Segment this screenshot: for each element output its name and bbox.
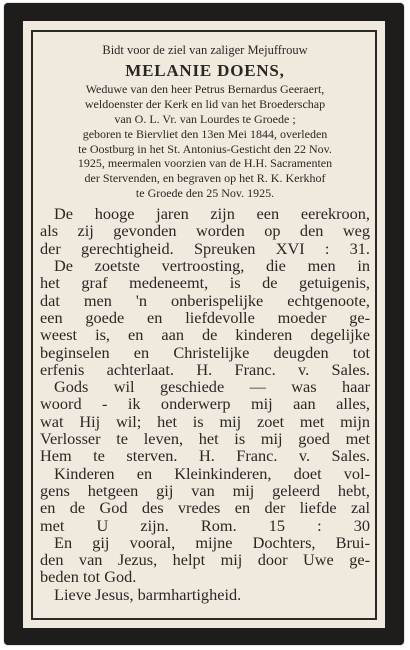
text-line: Gods wil geschiede — was haar bbox=[54, 377, 370, 397]
detail-line: geboren te Biervliet den 13en Mei 1844, overleden bbox=[82, 126, 328, 141]
text-line: De hooge jaren zijn een eerekroon, bbox=[54, 204, 370, 224]
text-line: erfenis achterlaat. H. Franc. v. Sales. bbox=[40, 359, 370, 379]
paragraph-consolation bbox=[40, 257, 370, 378]
text-line: der gerechtigheid. Spreuken XVI : 31. bbox=[40, 238, 370, 258]
text-line: en de God des vredes en der liefde zal bbox=[40, 498, 370, 518]
text-line: Kinderen en Kleinkinderen, doet vol- bbox=[54, 463, 370, 483]
detail-line: van O. L. Vr. van Lourdes te Groede ; bbox=[114, 111, 296, 126]
text-line: den van Jezus, helpt mij door Uwe ge- bbox=[40, 550, 370, 570]
text-line: beginselen en Christelijke deugden tot bbox=[40, 342, 370, 362]
detail-line: te Groede den 25 Nov. 1925. bbox=[135, 186, 275, 201]
detail-line: 1925, meermalen voorzien van de H.H. Sacramenten bbox=[77, 156, 333, 171]
paragraph-daughters bbox=[40, 534, 370, 586]
text-line: dat men 'n onberispelijke echtgenoote, bbox=[40, 290, 370, 310]
text-line: wat Hij wil; het is mij zoet met mijn bbox=[40, 411, 370, 431]
detail-line: weldoenster der Kerk en lid van het Broederschap bbox=[84, 96, 326, 111]
paragraph-proverbs bbox=[40, 205, 370, 257]
intro-line: Bidt voor de ziel van zaliger Mejuffrouw bbox=[102, 43, 308, 57]
paragraph-gods-will bbox=[40, 378, 370, 464]
text-line: als zij gevonden worden op den weg bbox=[40, 221, 370, 241]
text-line: Verlosser te leven, het is mij goed met bbox=[40, 429, 370, 449]
text-line: een goede en liefdevolle moeder ge- bbox=[40, 307, 370, 327]
card-content bbox=[40, 40, 370, 603]
deceased-details bbox=[40, 82, 370, 201]
detail-line: te Oostburg in het St. Antonius-Gesticht den 22 Nov. bbox=[78, 141, 332, 156]
detail-line: der Stervenden, en begraven op het R. K. Kerkhof bbox=[84, 171, 326, 186]
detail-line: Weduwe van den heer Petrus Bernardus Geeraert, bbox=[85, 81, 325, 96]
paragraph-children bbox=[40, 465, 370, 534]
deceased-name: MELANIE DOENS, bbox=[125, 60, 285, 80]
paragraph-prayer bbox=[40, 586, 370, 603]
text-line: En gij vooral, mijne Dochters, Brui- bbox=[54, 532, 370, 552]
text-line: beden tot God. bbox=[40, 567, 137, 587]
text-line: Hem te sterven. H. Franc. v. Sales. bbox=[40, 446, 370, 466]
text-line: weest is, en aan de kinderen degelijke bbox=[40, 325, 370, 345]
text-line: met U zijn. Rom. 15 : 30 bbox=[40, 515, 370, 535]
text-line: woord - ik onderwerp mij aan alles, bbox=[40, 394, 370, 414]
text-line: De zoetste vertroosting, die men in bbox=[54, 256, 370, 276]
prayer-text bbox=[40, 205, 370, 603]
text-line: het graf medeneemt, is de getuigenis, bbox=[40, 273, 370, 293]
text-line: Lieve Jesus, barmhartigheid. bbox=[54, 584, 242, 604]
text-line: gens hetgeen gij van mij geleerd hebt, bbox=[40, 480, 370, 500]
